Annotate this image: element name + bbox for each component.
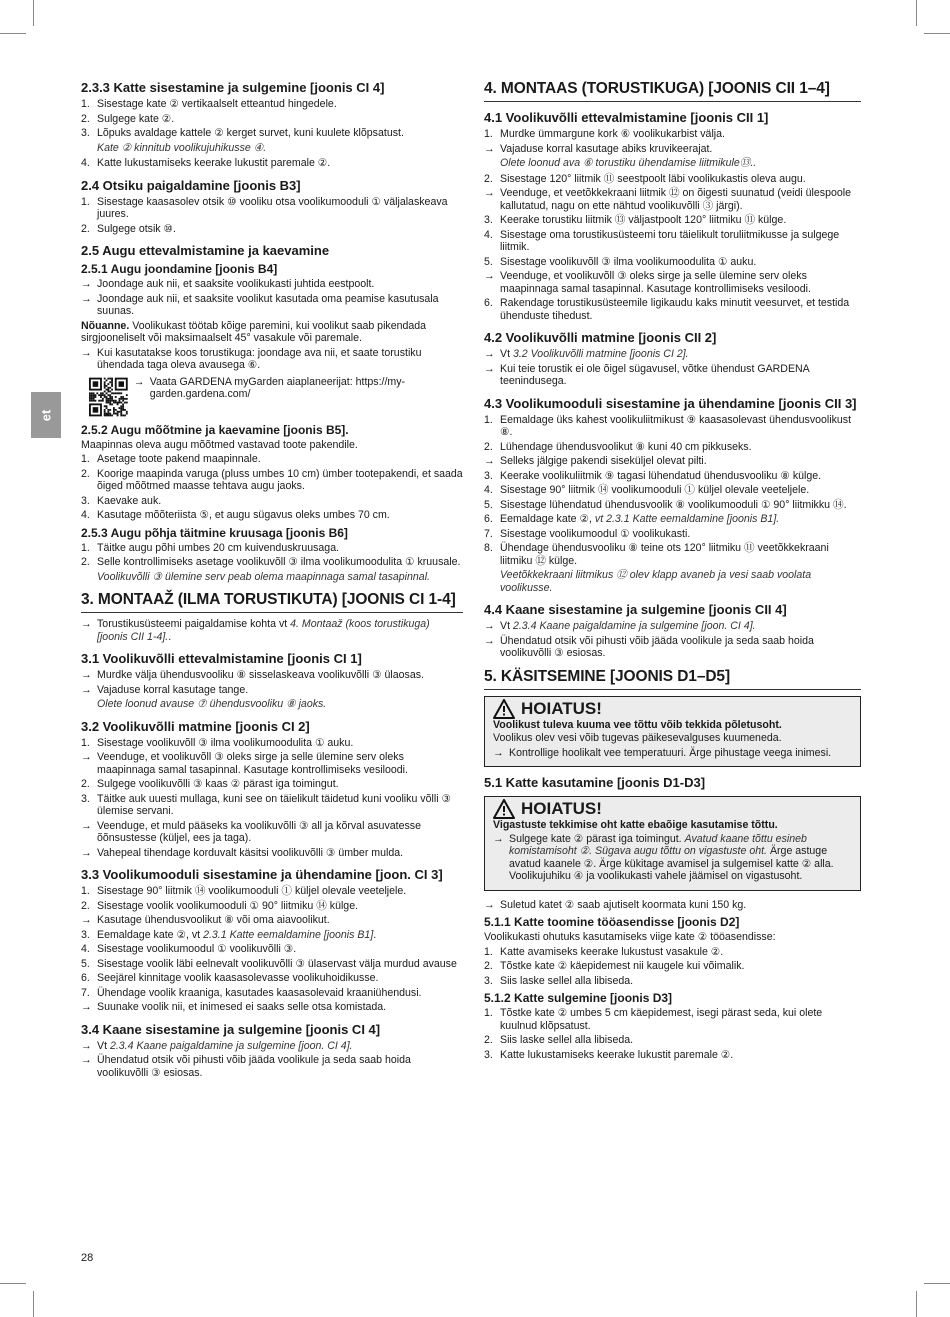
warning-box bbox=[484, 796, 861, 891]
list-item-text: Veenduge, et voolikuvõll ③ oleks sirge ja selle ülemine serv oleks maapinnaga samal tasapinnal. Kasutage kontrollimiseks vesiloodi. bbox=[97, 751, 408, 776]
subsection-heading: 2.3.3 Katte sisestamine ja sulgemine [joonis CI 4] bbox=[81, 80, 385, 95]
list-item bbox=[81, 542, 463, 555]
warning-subtitle: Voolikust tuleva kuuma vee tõttu võib tekkida põletusoht. bbox=[493, 718, 782, 731]
list-item bbox=[484, 214, 861, 227]
qr-link-item bbox=[134, 376, 463, 401]
list-marker: 3. bbox=[484, 214, 493, 226]
list-item bbox=[484, 635, 861, 660]
list-item-text: Murdke ümmargune kork ⑥ voolikukarbist välja. bbox=[500, 128, 725, 140]
list-item bbox=[81, 778, 463, 791]
list-marker: 3. bbox=[484, 469, 493, 482]
warning-subtitle: Vigastuste tekkimise oht katte ebaõige kasutamise tõttu. bbox=[493, 819, 778, 831]
list-marker: → bbox=[484, 362, 495, 375]
list-item bbox=[81, 556, 463, 569]
sub-subsection-heading: 5.1.1 Katte toomine tööasendisse [joonis D2] bbox=[484, 915, 740, 929]
list-item-text: Sulgege kate ② pärast iga toimingut. bbox=[509, 832, 685, 845]
left-column bbox=[81, 80, 463, 1081]
list-item-text: Murdke välja ühendusvooliku ⑧ sisselaskeava voolikuvõlli ③ ülaosas. bbox=[97, 669, 424, 681]
list-item-text: Kaevake auk. bbox=[97, 494, 162, 507]
list-item-text: Siis laske sellel alla libiseda. bbox=[500, 1034, 634, 1046]
list-marker: 2. bbox=[484, 960, 493, 972]
list-marker: 2. bbox=[81, 222, 90, 235]
list-marker: 5. bbox=[484, 255, 493, 268]
list-item bbox=[81, 1040, 463, 1053]
list-item-text: Sulgege kate ②. bbox=[97, 112, 175, 125]
crop-mark bbox=[0, 33, 26, 34]
list-item-reference: 2.3.1 Katte eemaldamine [joonis B1] bbox=[203, 928, 374, 941]
list-item-text: Sisestage kaasasolev otsik ⑩ vooliku otsa voolikumooduli ① väljalaskeava juures. bbox=[97, 195, 448, 220]
list-item bbox=[81, 943, 463, 956]
subsection-heading: 4.2 Voolikuvõlli matmine [joonis CII 2] bbox=[484, 330, 717, 345]
list-marker: 2. bbox=[81, 556, 90, 568]
list-item bbox=[81, 958, 463, 971]
list-item-text: Sisestage voolikuvõll ③ ilma voolikumoodulita ① auku. bbox=[500, 255, 757, 268]
list-marker: 1. bbox=[484, 1007, 493, 1019]
list-item bbox=[81, 669, 463, 682]
list-marker: 6. bbox=[484, 513, 493, 525]
list-item bbox=[493, 747, 852, 760]
list-item-text: Sisestage kate ② vertikaalselt etteantud hingedele. bbox=[97, 98, 337, 110]
list-item-text: Veenduge, et veetõkkekraani liitmik ⑫ on õigesti suunatud (veidi ülespoole kallutatud, nagu on ette nähtud voolikuvõlli ③ järgi). bbox=[500, 187, 851, 212]
list-marker: 1. bbox=[81, 453, 90, 465]
list-item bbox=[484, 513, 861, 526]
list-item-text: Siis laske sellel alla libiseda. bbox=[500, 974, 634, 987]
list-marker: 5. bbox=[484, 498, 493, 511]
crop-mark bbox=[924, 33, 950, 34]
list-item-text: Joondage auk nii, et saaksite voolikut kasutada oma peamise kasutusala suunas. bbox=[97, 292, 439, 317]
list-item-reference: 3.2 Voolikuvõlli matmine [joonis CI 2]. bbox=[512, 348, 689, 360]
tip-label: Nõuanne. bbox=[81, 319, 130, 332]
list-item-text: Torustikusüsteemi paigaldamise kohta vt bbox=[97, 618, 291, 630]
list-marker: 1. bbox=[484, 128, 493, 140]
list-item bbox=[484, 1049, 861, 1062]
list-marker: → bbox=[81, 618, 92, 630]
list-item-text: Tõstke kate ② käepidemest nii kaugele kui võimalik. bbox=[500, 960, 745, 972]
list-marker: 2. bbox=[81, 112, 90, 125]
list-item bbox=[484, 414, 861, 439]
list-marker: 7. bbox=[81, 986, 90, 999]
list-item-text: Sisestage lühendatud ühendusvoolik ⑧ voolikumooduli ① 90° liitmikku ⑭. bbox=[500, 498, 847, 511]
result-note: Kate ② kinnitub voolikujuhikusse ④. bbox=[97, 141, 267, 154]
list-item-text: Koorige maapinda varuga (pluss umbes 10 cm) ümber tootepakendi, et saada õiged mõõtmed maasse tehtava augu jaoks. bbox=[97, 467, 463, 492]
subsection-heading: 4.4 Kaane sisestamine ja sulgemine [joonis CII 4] bbox=[484, 602, 787, 617]
list-item bbox=[81, 900, 463, 913]
list-item bbox=[484, 297, 861, 322]
list-item-text: Selle kontrollimiseks asetage voolikuvõll ③ ilma voolikumoodulita ① kruusale. bbox=[97, 556, 461, 568]
list-marker: 1. bbox=[81, 885, 90, 897]
list-item-text: Tõstke kate ② umbes 5 cm käepidemest, isegi pärast seda, kui olete kuulnud klõpsatust. bbox=[500, 1007, 823, 1032]
list-marker: 2. bbox=[484, 440, 493, 453]
list-item bbox=[81, 737, 463, 750]
list-item bbox=[484, 946, 861, 959]
list-item-text: Täitke auk uuesti mullaga, kuni see on täielikult täidetud kuni vooliku võlli ③ ülemise servani. bbox=[97, 792, 451, 817]
list-marker: 1. bbox=[81, 736, 90, 749]
list-item-text: Vt bbox=[97, 1039, 110, 1052]
list-item-text: Vt bbox=[500, 620, 513, 632]
list-marker: 3. bbox=[81, 127, 90, 139]
paragraph: Maapinnas oleva augu mõõtmed vastavad toote pakendile. bbox=[81, 438, 358, 451]
list-item-reference: 2.3.4 Kaane paigaldamine ja sulgemine [joon. CI 4]. bbox=[512, 620, 756, 632]
subsection-heading: 3.4 Kaane sisestamine ja sulgemine [joonis CI 4] bbox=[81, 1021, 381, 1037]
list-item-text: Lõpuks avaldage kattele ② kerget survet, kuni kuulete klõpsatust. bbox=[97, 127, 404, 139]
list-marker: 1. bbox=[81, 195, 90, 208]
subsection-heading: 5.1 Katte kasutamine [joonis D1-D3] bbox=[484, 775, 706, 790]
warning-triangle-icon bbox=[493, 699, 515, 719]
list-item-text: Selleks jälgige pakendi siseküljel olevat pilti. bbox=[500, 455, 707, 467]
list-item-suffix: . bbox=[373, 928, 377, 941]
result-note: Olete loonud ava ⑥ torustiku ühendamise liitmikule⑬.. bbox=[500, 157, 757, 169]
list-item bbox=[484, 484, 861, 497]
list-marker: 2. bbox=[484, 1034, 493, 1046]
list-marker: 3. bbox=[81, 792, 90, 805]
subsection-heading: 4.1 Voolikuvõlli ettevalmistamine [joonis CII 1] bbox=[484, 110, 769, 125]
tip-paragraph bbox=[81, 320, 463, 345]
list-marker: → bbox=[81, 669, 92, 681]
list-item bbox=[484, 270, 861, 295]
list-item bbox=[484, 441, 861, 454]
list-marker: → bbox=[484, 620, 495, 632]
list-item bbox=[484, 1034, 861, 1047]
list-item-text: Suletud katet ② saab ajutiselt koormata kuni 150 kg. bbox=[500, 898, 747, 911]
list-item bbox=[81, 495, 463, 508]
crop-mark bbox=[0, 1283, 26, 1284]
list-item bbox=[484, 960, 861, 973]
arrow-icon: → bbox=[133, 375, 145, 388]
list-item bbox=[81, 929, 463, 942]
list-item bbox=[493, 833, 852, 883]
section-heading: 5. KÄSITSEMINE [JOONIS D1–D5] bbox=[484, 668, 861, 690]
list-item-text: Joondage auk nii, et saaksite voolikukasti juhtida eestpoolt. bbox=[97, 278, 375, 290]
list-item-suffix: Ärge astuge avatud kaanele ②. Ärge kükitage avamisel ja sulgemisel katte ② alla. Voolikujuhiku ④ ja voolikukasti vahele jäämisel on vigastusoht. bbox=[509, 845, 834, 882]
list-item-suffix: . bbox=[168, 630, 172, 643]
list-marker: 4. bbox=[81, 509, 90, 521]
tip-text: Voolikukast töötab kõige paremini, kui voolikut saab pikendada sirgjooneliselt või maksimaalselt 45° vasakule või paremale. bbox=[81, 319, 427, 344]
list-item bbox=[81, 793, 463, 818]
list-item-text: Sulgege otsik ⑩. bbox=[97, 222, 176, 235]
crop-mark bbox=[33, 0, 34, 26]
list-marker: → bbox=[484, 455, 495, 467]
qr-code-icon bbox=[89, 375, 128, 419]
list-marker: 6. bbox=[484, 297, 493, 309]
list-item-reference: vt 2.3.1 Katte eemaldamine [joonis B1]. bbox=[594, 513, 780, 525]
list-marker: → bbox=[81, 846, 92, 859]
warning-box bbox=[484, 696, 861, 768]
list-item-text: Keerake voolikuliitmik ⑨ tagasi lühendatud ühendusvooliku ⑧ külge. bbox=[500, 469, 822, 482]
list-item-text: Vajaduse korral kasutage tange. bbox=[97, 683, 249, 696]
list-item bbox=[81, 468, 463, 493]
section-heading: 3. MONTAAŽ (ILMA TORUSTIKUTA) [JOONIS CI 1-4] bbox=[81, 591, 463, 613]
list-item-text: Sulgege voolikuvõlli ③ kaas ② pärast iga toimingut. bbox=[97, 778, 339, 790]
qr-link-text[interactable]: Vaata GARDENA myGarden aiaplaneerijat: https://my-garden.gardena.com/ bbox=[149, 375, 406, 400]
language-tab bbox=[31, 392, 61, 438]
subsection-heading: 3.3 Voolikumooduli sisestamine ja ühendamine [joon. CI 3] bbox=[81, 867, 443, 882]
list-marker: → bbox=[81, 1039, 92, 1052]
list-item-text: Vajaduse korral kasutage abiks kruvikeerajat. bbox=[500, 142, 713, 155]
list-item-text: Seejärel kinnitage voolik kaasasolevasse voolikuhoidikusse. bbox=[97, 972, 379, 984]
list-item-text: Täitke augu põhi umbes 20 cm kuivenduskruusaga. bbox=[97, 541, 340, 554]
list-marker: 2. bbox=[81, 467, 90, 480]
right-column bbox=[484, 80, 861, 1063]
list-item bbox=[81, 1054, 463, 1079]
list-item bbox=[81, 914, 463, 927]
crop-mark bbox=[916, 1291, 917, 1317]
result-note: Voolikuvõlli ③ ülemine serv peab olema maapinnaga samal tasapinnal. bbox=[97, 570, 430, 583]
list-item bbox=[81, 751, 463, 776]
list-item-text: Eemaldage kate ②, vt bbox=[97, 928, 204, 941]
list-marker: 4. bbox=[81, 157, 90, 169]
list-marker: → bbox=[493, 746, 504, 759]
subsection-heading: 2.5 Augu ettevalmistamine ja kaevamine bbox=[81, 243, 330, 258]
list-item-text: Sisestage voolikuvõll ③ ilma voolikumoodulita ① auku. bbox=[97, 736, 354, 749]
crop-mark bbox=[33, 1291, 34, 1317]
list-item-text: Sisestage voolik voolikumooduli ① 90° liitmiku ⑭ külge. bbox=[97, 899, 359, 912]
list-marker: 8. bbox=[484, 542, 493, 554]
list-item-text: Ühendatud otsik või pihusti võib jääda voolikule ja seda saab hoida voolikuvõlli ③ esiosas. bbox=[97, 1054, 411, 1079]
list-item bbox=[81, 278, 463, 291]
list-item-text: Sisestage voolikumoodul ① voolikukasti. bbox=[500, 527, 691, 540]
list-item bbox=[484, 620, 861, 633]
crop-mark bbox=[924, 1283, 950, 1284]
list-item-text: Suunake voolik nii, et inimesed ei saaks selle otsa komistada. bbox=[97, 1001, 387, 1013]
list-item-reference: 2.3.4 Kaane paigaldamine ja sulgemine [joon. CI 4]. bbox=[109, 1039, 353, 1052]
list-item bbox=[484, 173, 861, 186]
list-item-text: Sisestage 90° liitmik ⑭ voolikumooduli ① küljel olevale veeteljele. bbox=[97, 885, 407, 897]
list-item-text: Sisestage 120° liitmik ⑪ seestpoolt läbi voolikukastis oleva augu. bbox=[500, 172, 806, 185]
list-item bbox=[484, 899, 861, 912]
list-item bbox=[484, 187, 861, 212]
warning-text: Voolikus olev vesi võib tugevas päikesevalguses kuumeneda. bbox=[493, 732, 782, 744]
list-item-text: Veenduge, et voolikuvõll ③ oleks sirge ja selle ülemine serv oleks maapinnaga samal tasapinnal. Kasutage kontrollimiseks vesiloodi. bbox=[500, 270, 811, 295]
list-item bbox=[484, 528, 861, 541]
list-item bbox=[81, 113, 463, 126]
list-marker: 4. bbox=[484, 228, 493, 241]
list-item bbox=[81, 684, 463, 697]
list-item-text: Kui teie torustik ei ole õigel sügavusel, võtke ühendust GARDENA teenindusega. bbox=[500, 362, 810, 387]
list-item-text: Kasutage mõõteriista ⑤, et augu sügavus oleks umbes 70 cm. bbox=[97, 509, 390, 521]
list-marker: 6. bbox=[81, 972, 90, 984]
list-marker: 5. bbox=[81, 957, 90, 970]
warning-title: HOIATUS! bbox=[521, 698, 602, 718]
list-item-text: Eemaldage üks kahest voolikuliitmikust ⑨ kaasasolevast ühendusvoolikust ⑧. bbox=[500, 413, 852, 438]
warning-title: HOIATUS! bbox=[521, 799, 602, 818]
list-item bbox=[81, 453, 463, 466]
list-item bbox=[484, 499, 861, 512]
list-item-text: Eemaldage kate ②, bbox=[500, 513, 595, 525]
page-number: 28 bbox=[81, 1252, 94, 1264]
list-item bbox=[484, 1007, 861, 1032]
subsection-heading: 3.1 Voolikuvõlli ettevalmistamine [joonis CI 1] bbox=[81, 651, 362, 666]
list-item bbox=[484, 143, 861, 156]
list-item-text: Katte lukustamiseks keerake lukustit paremale ②. bbox=[97, 157, 331, 169]
list-marker: → bbox=[81, 346, 92, 359]
list-marker: → bbox=[493, 832, 504, 845]
list-marker: 2. bbox=[81, 899, 90, 912]
list-item-text: Sisestage oma torustikusüsteemi toru täielikult toruliitmikusse ja sulgege liitmik. bbox=[500, 228, 840, 253]
list-item bbox=[484, 128, 861, 141]
subsection-heading: 3.2 Voolikuvõlli matmine [joonis CI 2] bbox=[81, 718, 310, 734]
list-item-text: Sisestage 90° liitmik ⑭ voolikumooduli ① küljel olevale veeteljele. bbox=[500, 484, 810, 496]
list-item-text: Sisestage voolikumoodul ① voolikuvõlli ③. bbox=[97, 943, 297, 955]
list-marker: → bbox=[484, 634, 495, 647]
subsection-heading: 2.4 Otsiku paigaldamine [joonis B3] bbox=[81, 177, 301, 193]
list-marker: → bbox=[81, 819, 92, 832]
list-item-text: Katte avamiseks keerake lukustust vasakule ②. bbox=[500, 945, 724, 958]
list-item bbox=[484, 229, 861, 254]
warning-triangle-icon bbox=[493, 799, 515, 819]
list-item-text: Vahepeal tihendage korduvalt käsitsi voolikuvõlli ③ ümber mulda. bbox=[97, 846, 404, 859]
list-item-text: Ühendatud otsik või pihusti võib jääda voolikule ja seda saab hoida voolikuvõlli ③ esiosas. bbox=[500, 634, 814, 659]
list-item bbox=[484, 363, 861, 388]
list-item-text: Ühendage ühendusvooliku ⑧ teine ots 120° liitmiku ⑪ veetõkkekraani liitmiku ⑫ külge. bbox=[500, 542, 829, 567]
list-item-text: Asetage toote pakend maapinnale. bbox=[97, 453, 261, 465]
list-marker: → bbox=[484, 187, 495, 199]
list-item-text: Katte lukustamiseks keerake lukustit paremale ②. bbox=[500, 1048, 734, 1061]
list-item bbox=[81, 127, 463, 140]
list-marker: → bbox=[81, 751, 92, 763]
paragraph: Voolikukasti ohutuks kasutamiseks viige kate ② tööasendisse: bbox=[484, 931, 776, 943]
list-item bbox=[484, 256, 861, 269]
list-marker: → bbox=[484, 142, 495, 155]
list-marker: → bbox=[81, 1001, 92, 1013]
sub-subsection-heading: 2.5.3 Augu põhja täitmine kruusaga [joonis B6] bbox=[81, 525, 348, 540]
list-marker: 1. bbox=[484, 945, 493, 958]
list-marker: → bbox=[81, 292, 92, 305]
list-item bbox=[81, 1001, 463, 1014]
warning-header bbox=[493, 699, 852, 719]
sub-subsection-heading: 2.5.1 Augu joondamine [joonis B4] bbox=[81, 262, 278, 276]
list-item bbox=[81, 885, 463, 898]
list-marker: 1. bbox=[81, 541, 90, 554]
list-item bbox=[484, 542, 861, 567]
list-marker: → bbox=[81, 683, 92, 696]
list-item-text: Kontrollige hoolikalt vee temperatuuri. Ärge pihustage veega inimesi. bbox=[509, 746, 832, 759]
list-item-text: Lühendage ühendusvoolikut ⑧ kuni 40 cm pikkuseks. bbox=[500, 440, 752, 453]
list-item bbox=[81, 847, 463, 860]
crop-mark bbox=[916, 0, 917, 26]
list-marker: 3. bbox=[484, 1048, 493, 1061]
list-item-reference: Avatud kaane tõttu esineb komistamisoht ②. Sügava augu tõttu on vigastuste oht. bbox=[509, 832, 807, 857]
list-item bbox=[484, 348, 861, 361]
list-marker: → bbox=[484, 270, 495, 282]
subsection-heading: 4.3 Voolikumooduli sisestamine ja ühendamine [joonis CII 3] bbox=[484, 395, 857, 411]
list-item bbox=[81, 509, 463, 522]
list-marker: 1. bbox=[81, 98, 90, 110]
list-item-text: Veenduge, et muld pääseks ka voolikuvõlli ③ all ja kõrval asuvatesse õõnsustesse (küljel, ees ja taga). bbox=[97, 819, 421, 844]
list-marker: 3. bbox=[81, 494, 90, 507]
list-marker: 2. bbox=[484, 172, 493, 185]
list-marker: → bbox=[81, 914, 92, 926]
list-marker: → bbox=[81, 278, 92, 290]
list-item bbox=[81, 972, 463, 985]
sub-subsection-heading: 2.5.2 Augu mõõtmine ja kaevamine [joonis B5]. bbox=[81, 422, 349, 437]
list-item-text: Keerake torustiku liitmik ⑬ väljastpoolt 120° liitmiku ⑪ külge. bbox=[500, 214, 787, 226]
list-item-reference: 4. Montaaž (koos torustikuga) [joonis CII 1-4]. bbox=[97, 618, 430, 643]
list-item-text: Kui kasutatakse koos torustikuga: joondage ava nii, et saate torustiku ühendada taga oleva avausega ⑥. bbox=[97, 346, 422, 371]
list-marker: 4. bbox=[81, 943, 90, 955]
list-item bbox=[81, 618, 463, 643]
list-item bbox=[81, 347, 463, 372]
list-item bbox=[81, 223, 463, 236]
list-item-text: Sisestage voolik läbi eelnevalt voolikuvõlli ③ ülaservast välja murdud avause bbox=[97, 957, 457, 970]
result-note: Olete loonud avause ⑦ ühendusvooliku ⑧ jaoks. bbox=[97, 698, 327, 710]
list-marker: 7. bbox=[484, 527, 493, 540]
list-item bbox=[81, 293, 463, 318]
list-item-text: Ühendage voolik kraaniga, kasutades kaasasolevaid kraaniühendusi. bbox=[97, 986, 422, 999]
list-item-text: Kasutage ühendusvoolikut ⑧ või oma aiavoolikut. bbox=[97, 914, 330, 926]
result-note: Veetõkkekraani liitmikus ⑫ olev klapp avaneb ja vesi saab voolata voolikusse. bbox=[500, 569, 812, 594]
list-item bbox=[81, 987, 463, 1000]
list-marker: → bbox=[81, 1054, 92, 1066]
list-marker: 2. bbox=[81, 778, 90, 790]
list-item bbox=[484, 455, 861, 468]
list-item bbox=[484, 975, 861, 988]
list-marker: 4. bbox=[484, 484, 493, 496]
list-marker: 1. bbox=[484, 413, 493, 426]
list-marker: 3. bbox=[484, 974, 493, 987]
qr-reference bbox=[89, 375, 463, 419]
list-item bbox=[484, 470, 861, 483]
list-marker: 3. bbox=[81, 928, 90, 941]
list-item bbox=[81, 820, 463, 845]
list-item bbox=[81, 196, 463, 221]
warning-header bbox=[493, 799, 852, 819]
list-item-text: Vt bbox=[500, 348, 513, 360]
language-tab-label: et bbox=[38, 409, 54, 421]
list-item bbox=[81, 157, 463, 170]
list-item-text: Rakendage torustikusüsteemile ligikaudu kaks minutit veesurvet, et testida ühenduste tihedust. bbox=[500, 297, 850, 322]
list-marker: → bbox=[484, 898, 495, 911]
list-marker: → bbox=[484, 348, 495, 360]
sub-subsection-heading: 5.1.2 Katte sulgemine [joonis D3] bbox=[484, 991, 673, 1005]
list-item bbox=[81, 98, 463, 111]
section-heading: 4. MONTAAS (TORUSTIKUGA) [JOONIS CII 1–4] bbox=[484, 80, 861, 102]
